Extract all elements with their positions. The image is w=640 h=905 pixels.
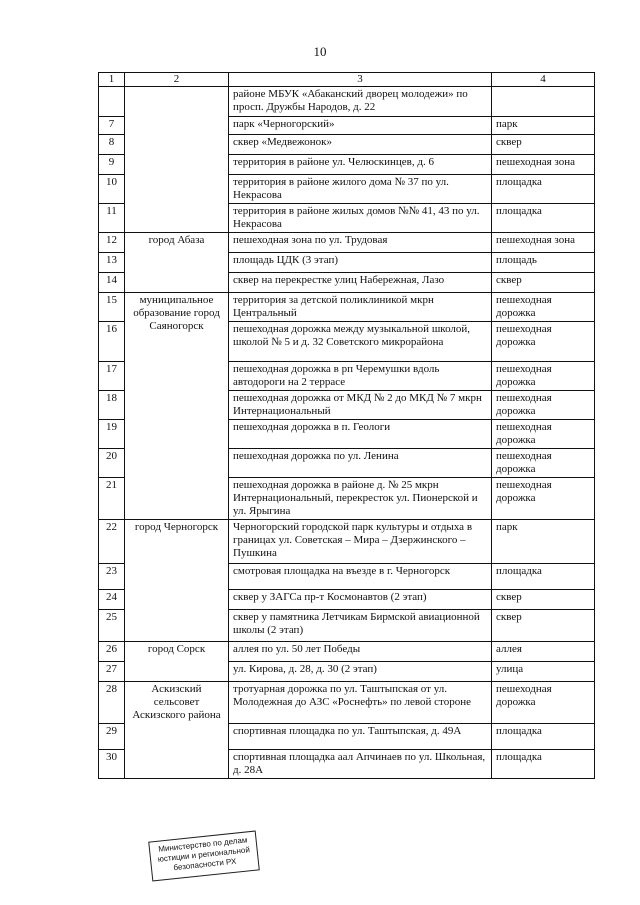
object-description: парк «Черногорский» [229,117,492,135]
table-body [99,87,595,779]
object-type: площадка [492,204,595,233]
object-description: сквер у ЗАГСа пр-т Космонавтов (2 этап) [229,590,492,610]
object-type: парк [492,520,595,564]
objects-table [98,72,595,779]
row-number: 24 [99,590,125,610]
object-type: пешеходная дорожка [492,478,595,520]
object-description: пешеходная дорожка в рп Черемушки вдоль автодороги на 2 террасе [229,362,492,391]
object-type: сквер [492,610,595,642]
header-col-2: 2 [125,73,229,87]
object-description: смотровая площадка на въезде в г. Черногорск [229,564,492,590]
table-row [99,233,595,253]
table-header-row [99,73,595,87]
object-description: территория в районе ул. Челюскинцев, д. 6 [229,155,492,175]
locality-cell: Аскизский сельсовет Аскизского района [125,682,229,779]
locality-cell: город Сорск [125,642,229,682]
object-description: пешеходная дорожка между музыкальной школой, школой № 5 и д. 32 Советского микрорайона [229,322,492,362]
row-number: 30 [99,750,125,779]
object-type: парк [492,117,595,135]
object-type: пешеходная дорожка [492,391,595,420]
object-type: пешеходная зона [492,155,595,175]
object-description: спортивная площадка аал Апчинаев по ул. Школьная, д. 28А [229,750,492,779]
registration-stamp: Министерство по делам юстиции и региональной безопасности РХ [148,830,260,881]
object-description: сквер «Медвежонок» [229,135,492,155]
object-description: сквер у памятника Летчикам Бирмской авиационной школы (2 этап) [229,610,492,642]
row-number: 26 [99,642,125,662]
row-number: 28 [99,682,125,724]
object-type: площадка [492,724,595,750]
object-type: пешеходная дорожка [492,682,595,724]
row-number: 14 [99,273,125,293]
header-col-1: 1 [99,73,125,87]
object-type: площадь [492,253,595,273]
object-description: районе МБУК «Абаканский дворец молодежи» по просп. Дружбы Народов, д. 22 [229,87,492,117]
row-number: 16 [99,322,125,362]
object-description: территория в районе жилого дома № 37 по ул. Некрасова [229,175,492,204]
object-type: пешеходная дорожка [492,322,595,362]
row-number: 21 [99,478,125,520]
row-number: 10 [99,175,125,204]
row-number: 9 [99,155,125,175]
object-description: аллея по ул. 50 лет Победы [229,642,492,662]
object-type: улица [492,662,595,682]
object-type: площадка [492,750,595,779]
object-type: пешеходная дорожка [492,362,595,391]
row-number: 12 [99,233,125,253]
row-number: 27 [99,662,125,682]
row-number: 23 [99,564,125,590]
object-description: площадь ЦДК (3 этап) [229,253,492,273]
object-type: сквер [492,590,595,610]
row-number: 15 [99,293,125,322]
table-row [99,87,595,117]
object-description: пешеходная дорожка в районе д. № 25 мкрн Интернациональный, перекресток ул. Пионерской и ул. Ярыгина [229,478,492,520]
row-number: 29 [99,724,125,750]
table-row [99,520,595,564]
object-type: сквер [492,135,595,155]
row-number: 17 [99,362,125,391]
header-col-4: 4 [492,73,595,87]
table-row [99,682,595,724]
object-type [492,87,595,117]
table-row [99,293,595,322]
locality-cell [125,87,229,233]
row-number [99,87,125,117]
object-description: ул. Кирова, д. 28, д. 30 (2 этап) [229,662,492,682]
object-type: площадка [492,564,595,590]
object-type: пешеходная зона [492,233,595,253]
locality-cell: муниципальное образование город Саяногорск [125,293,229,520]
header-col-3: 3 [229,73,492,87]
row-number: 19 [99,420,125,449]
page-number: 10 [313,44,327,59]
object-description: тротуарная дорожка по ул. Таштыпская от ул. Молодежная до АЗС «Роснефть» по левой стороне [229,682,492,724]
row-number: 8 [99,135,125,155]
row-number: 22 [99,520,125,564]
row-number: 20 [99,449,125,478]
object-description: пешеходная дорожка по ул. Ленина [229,449,492,478]
row-number: 18 [99,391,125,420]
locality-cell: город Черногорск [125,520,229,642]
object-type: сквер [492,273,595,293]
object-description: пешеходная дорожка в п. Геологи [229,420,492,449]
object-description: пешеходная дорожка от МКД № 2 до МКД № 7 мкрн Интернациональный [229,391,492,420]
row-number: 11 [99,204,125,233]
table-row [99,642,595,662]
object-description: спортивная площадка по ул. Таштыпская, д. 49А [229,724,492,750]
object-type: площадка [492,175,595,204]
row-number: 13 [99,253,125,273]
object-description: сквер на перекрестке улиц Набережная, Лазо [229,273,492,293]
object-description: территория за детской поликлиникой мкрн Центральный [229,293,492,322]
object-type: пешеходная дорожка [492,293,595,322]
object-description: пешеходная зона по ул. Трудовая [229,233,492,253]
object-type: пешеходная дорожка [492,449,595,478]
locality-cell: город Абаза [125,233,229,293]
row-number: 7 [99,117,125,135]
object-description: Черногорский городской парк культуры и отдыха в границах ул. Советская – Мира – Дзержинского – Пушкина [229,520,492,564]
object-type: пешеходная дорожка [492,420,595,449]
object-description: территория в районе жилых домов №№ 41, 43 по ул. Некрасова [229,204,492,233]
object-type: аллея [492,642,595,662]
row-number: 25 [99,610,125,642]
